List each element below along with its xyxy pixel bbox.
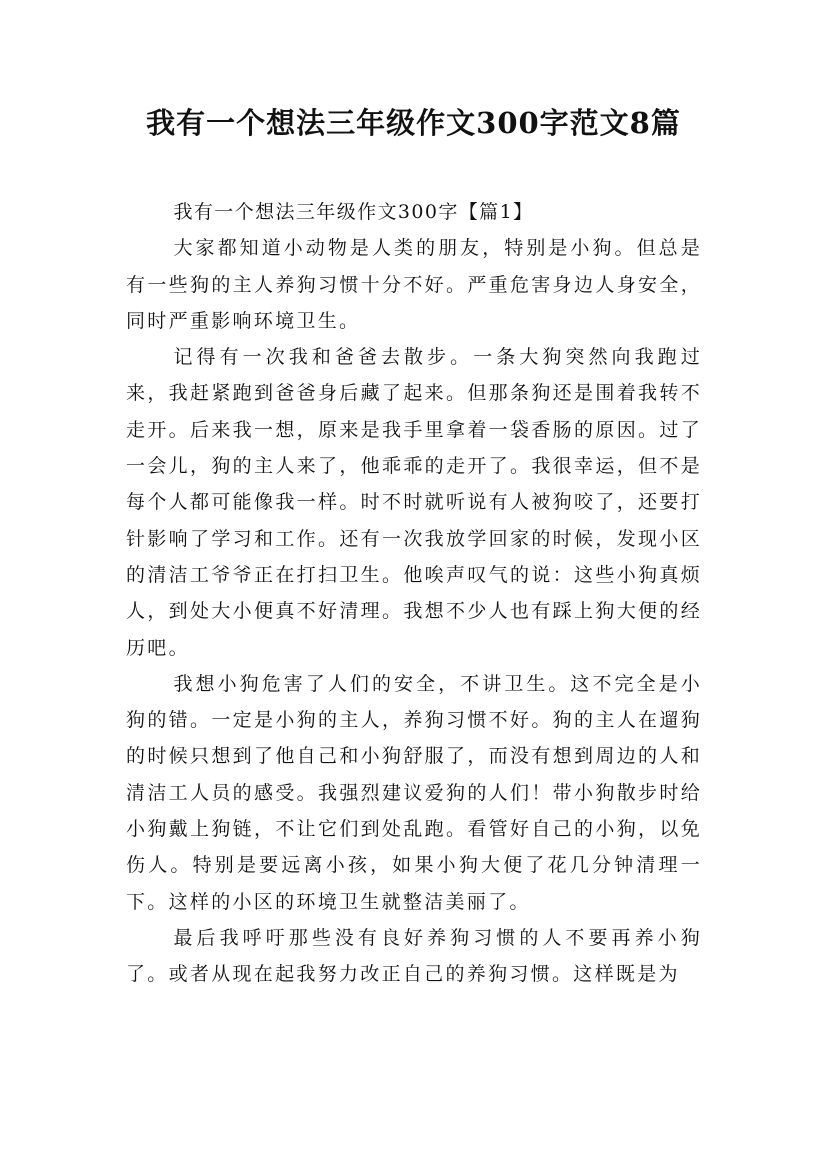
- section-heading: 我有一个想法三年级作文300字【篇1】: [173, 201, 534, 223]
- paragraph: 我想小狗危害了人们的安全，不讲卫生。这不完全是小狗的错。一定是小狗的主人，养狗习惯不好。狗的主人在遛狗的时候只想到了他自己和小狗舒服了，而没有想到周边的人和清洁工人员的感受。我强烈建议爱狗的人们！带小狗散步时给小狗戴上狗链，不让它们到处乱跑。看管好自己的小狗，以免伤人。特别是要远离小孩，如果小狗大便了花几分钟清理一下。这样的小区的环境卫生就整洁美丽了。: [126, 672, 702, 913]
- document-title: 我有一个想法三年级作文300字范文8篇: [146, 106, 681, 140]
- document-body: [126, 194, 702, 993]
- paragraph: 大家都知道小动物是人类的朋友，特别是小狗。但总是有一些狗的主人养狗习惯十分不好。严重危害身边人身安全，同时严重影响环境卫生。: [126, 237, 702, 332]
- paragraph: 记得有一次我和爸爸去散步。一条大狗突然向我跑过来，我赶紧跑到爸爸身后藏了起来。但那条狗还是围着我转不走开。后来我一想，原来是我手里拿着一袋香肠的原因。过了一会儿，狗的主人来了，他乖乖的走开了。我很幸运，但不是每个人都可能像我一样。时不时就听说有人被狗咬了，还要打针影响了学习和工作。还有一次我放学回家的时候，发现小区的清洁工爷爷正在打扫卫生。他唉声叹气的说：这些小狗真烦人，到处大小便真不好清理。我想不少人也有踩上狗大便的经历吧。: [126, 346, 702, 659]
- paragraph: 最后我呼吁那些没有良好养狗习惯的人不要再养小狗了。或者从现在起我努力改正自己的养狗习惯。这样既是为: [126, 926, 702, 986]
